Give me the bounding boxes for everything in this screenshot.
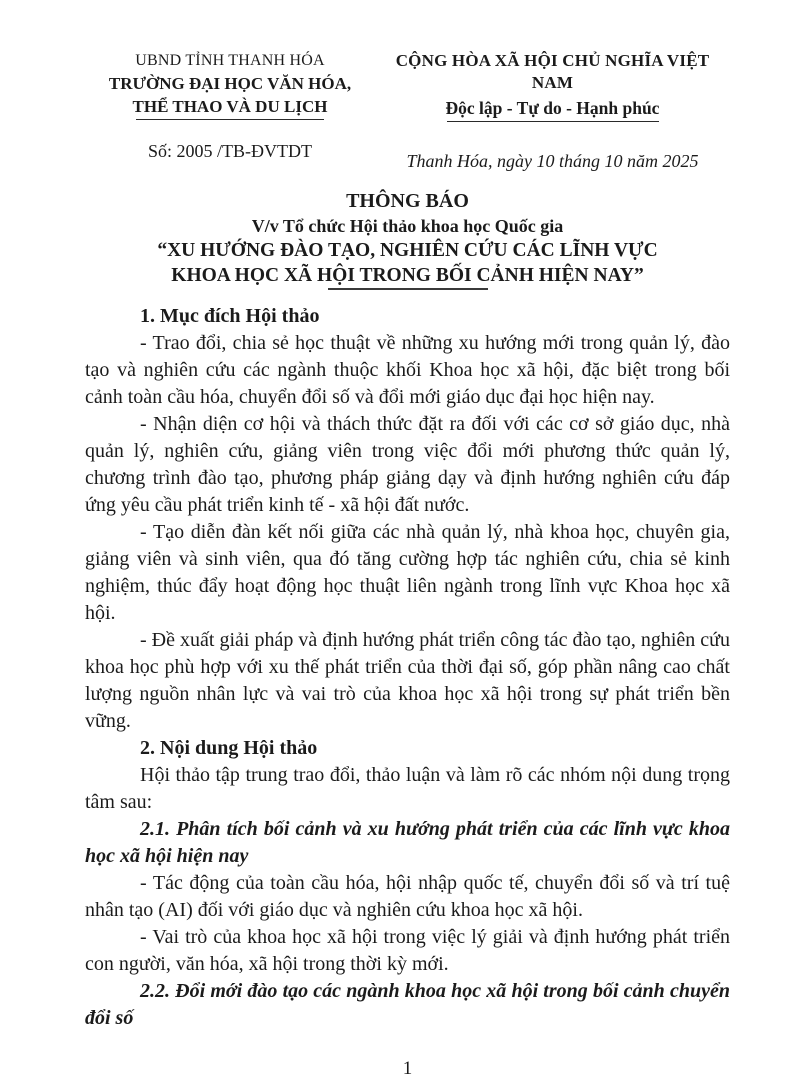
org-name-line2: THỂ THAO VÀ DU LỊCH — [132, 97, 328, 116]
section-heading: 2. Nội dung Hội thảo — [140, 737, 318, 759]
body-paragraph: - Đề xuất giải pháp và định hướng phát triển công tác đào tạo, nghiên cứu khoa học phù hợp với xu thế phát triển của thời đại số, góp phần nâng cao chất lượng nguồn nhân lực và vai trò của khoa học xã hội trong sự phát triển bền vững. — [85, 629, 730, 732]
page-number: 1 — [402, 1058, 413, 1079]
body-paragraph: - Trao đổi, chia sẻ học thuật về những xu hướng mới trong quản lý, đào tạo và nghiên cứu các ngành thuộc khối Khoa học xã hội, đặc biệt trong bối cảnh toàn cầu hóa, chuyển đổi số và đổi mới giáo dục đại học hiện nay. — [85, 332, 730, 408]
title-theme-line2: KHOA HỌC XÃ HỘI TRONG BỐI CẢNH HIỆN NAY” — [171, 265, 644, 286]
place-date-line: Thanh Hóa, ngày 10 tháng 10 năm 2025 — [406, 151, 699, 171]
org-name-line1: TRƯỜNG ĐẠI HỌC VĂN HÓA, — [108, 74, 352, 93]
body-paragraph: - Tạo diễn đàn kết nối giữa các nhà quản lý, nhà khoa học, chuyên gia, giảng viên và sinh viên, qua đó tăng cường hợp tác nghiên cứu, chia sẻ kinh nghiệm, thúc đẩy hoạt động học thuật liên ngành trong lĩnh vực Khoa học xã hội. — [85, 521, 730, 624]
motto-underline — [447, 121, 659, 122]
body-paragraph: Hội thảo tập trung trao đổi, thảo luận và làm rõ các nhóm nội dung trọng tâm sau: — [85, 764, 730, 813]
subsection-heading: 2.1. Phân tích bối cảnh và xu hướng phát triển của các lĩnh vực khoa học xã hội hiện nay — [85, 818, 730, 867]
title-main: THÔNG BÁO — [346, 190, 469, 212]
body-paragraph: - Tác động của toàn cầu hóa, hội nhập quốc tế, chuyển đổi số và trí tuệ nhân tạo (AI) đối với giáo dục và nghiên cứu khoa học xã hội. — [85, 872, 730, 921]
document-number: Số: 2005 /TB-ĐVTDT — [148, 141, 312, 161]
national-title: CỘNG HÒA XÃ HỘI CHỦ NGHĨA VIỆT NAM — [395, 51, 710, 92]
body-paragraph: - Nhận diện cơ hội và thách thức đặt ra đối với các cơ sở giáo dục, nhà quản lý, nghiên cứu, giảng viên trong việc đổi mới phương thức quản lý, chương trình đào tạo, phương pháp giảng dạy và định hướng nghiên cứu đáp ứng yêu cầu phát triển kinh tế - xã hội đất nước. — [85, 413, 730, 516]
document-title-block — [85, 188, 730, 290]
national-motto: Độc lập - Tự do - Hạnh phúc — [445, 98, 660, 118]
title-subject: V/v Tổ chức Hội thảo khoa học Quốc gia — [251, 216, 564, 236]
national-header-block — [375, 50, 730, 172]
document-header — [85, 50, 730, 172]
org-name-underline — [136, 119, 324, 120]
title-underline — [328, 288, 488, 290]
parent-org-name: UBND TỈNH THANH HÓA — [135, 52, 325, 69]
title-theme-line1: “XU HƯỚNG ĐÀO TẠO, NGHIÊN CỨU CÁC LĨNH VỰC — [157, 240, 658, 261]
section-heading: 1. Mục đích Hội thảo — [140, 305, 320, 327]
body-paragraph: - Vai trò của khoa học xã hội trong việc lý giải và định hướng phát triển con người, văn hóa, xã hội trong thời kỳ mới. — [85, 926, 730, 975]
issuing-org-block — [85, 50, 375, 162]
subsection-heading: 2.2. Đổi mới đào tạo các ngành khoa học xã hội trong bối cảnh chuyển đổi số — [85, 980, 730, 1029]
document-body — [85, 303, 730, 1032]
